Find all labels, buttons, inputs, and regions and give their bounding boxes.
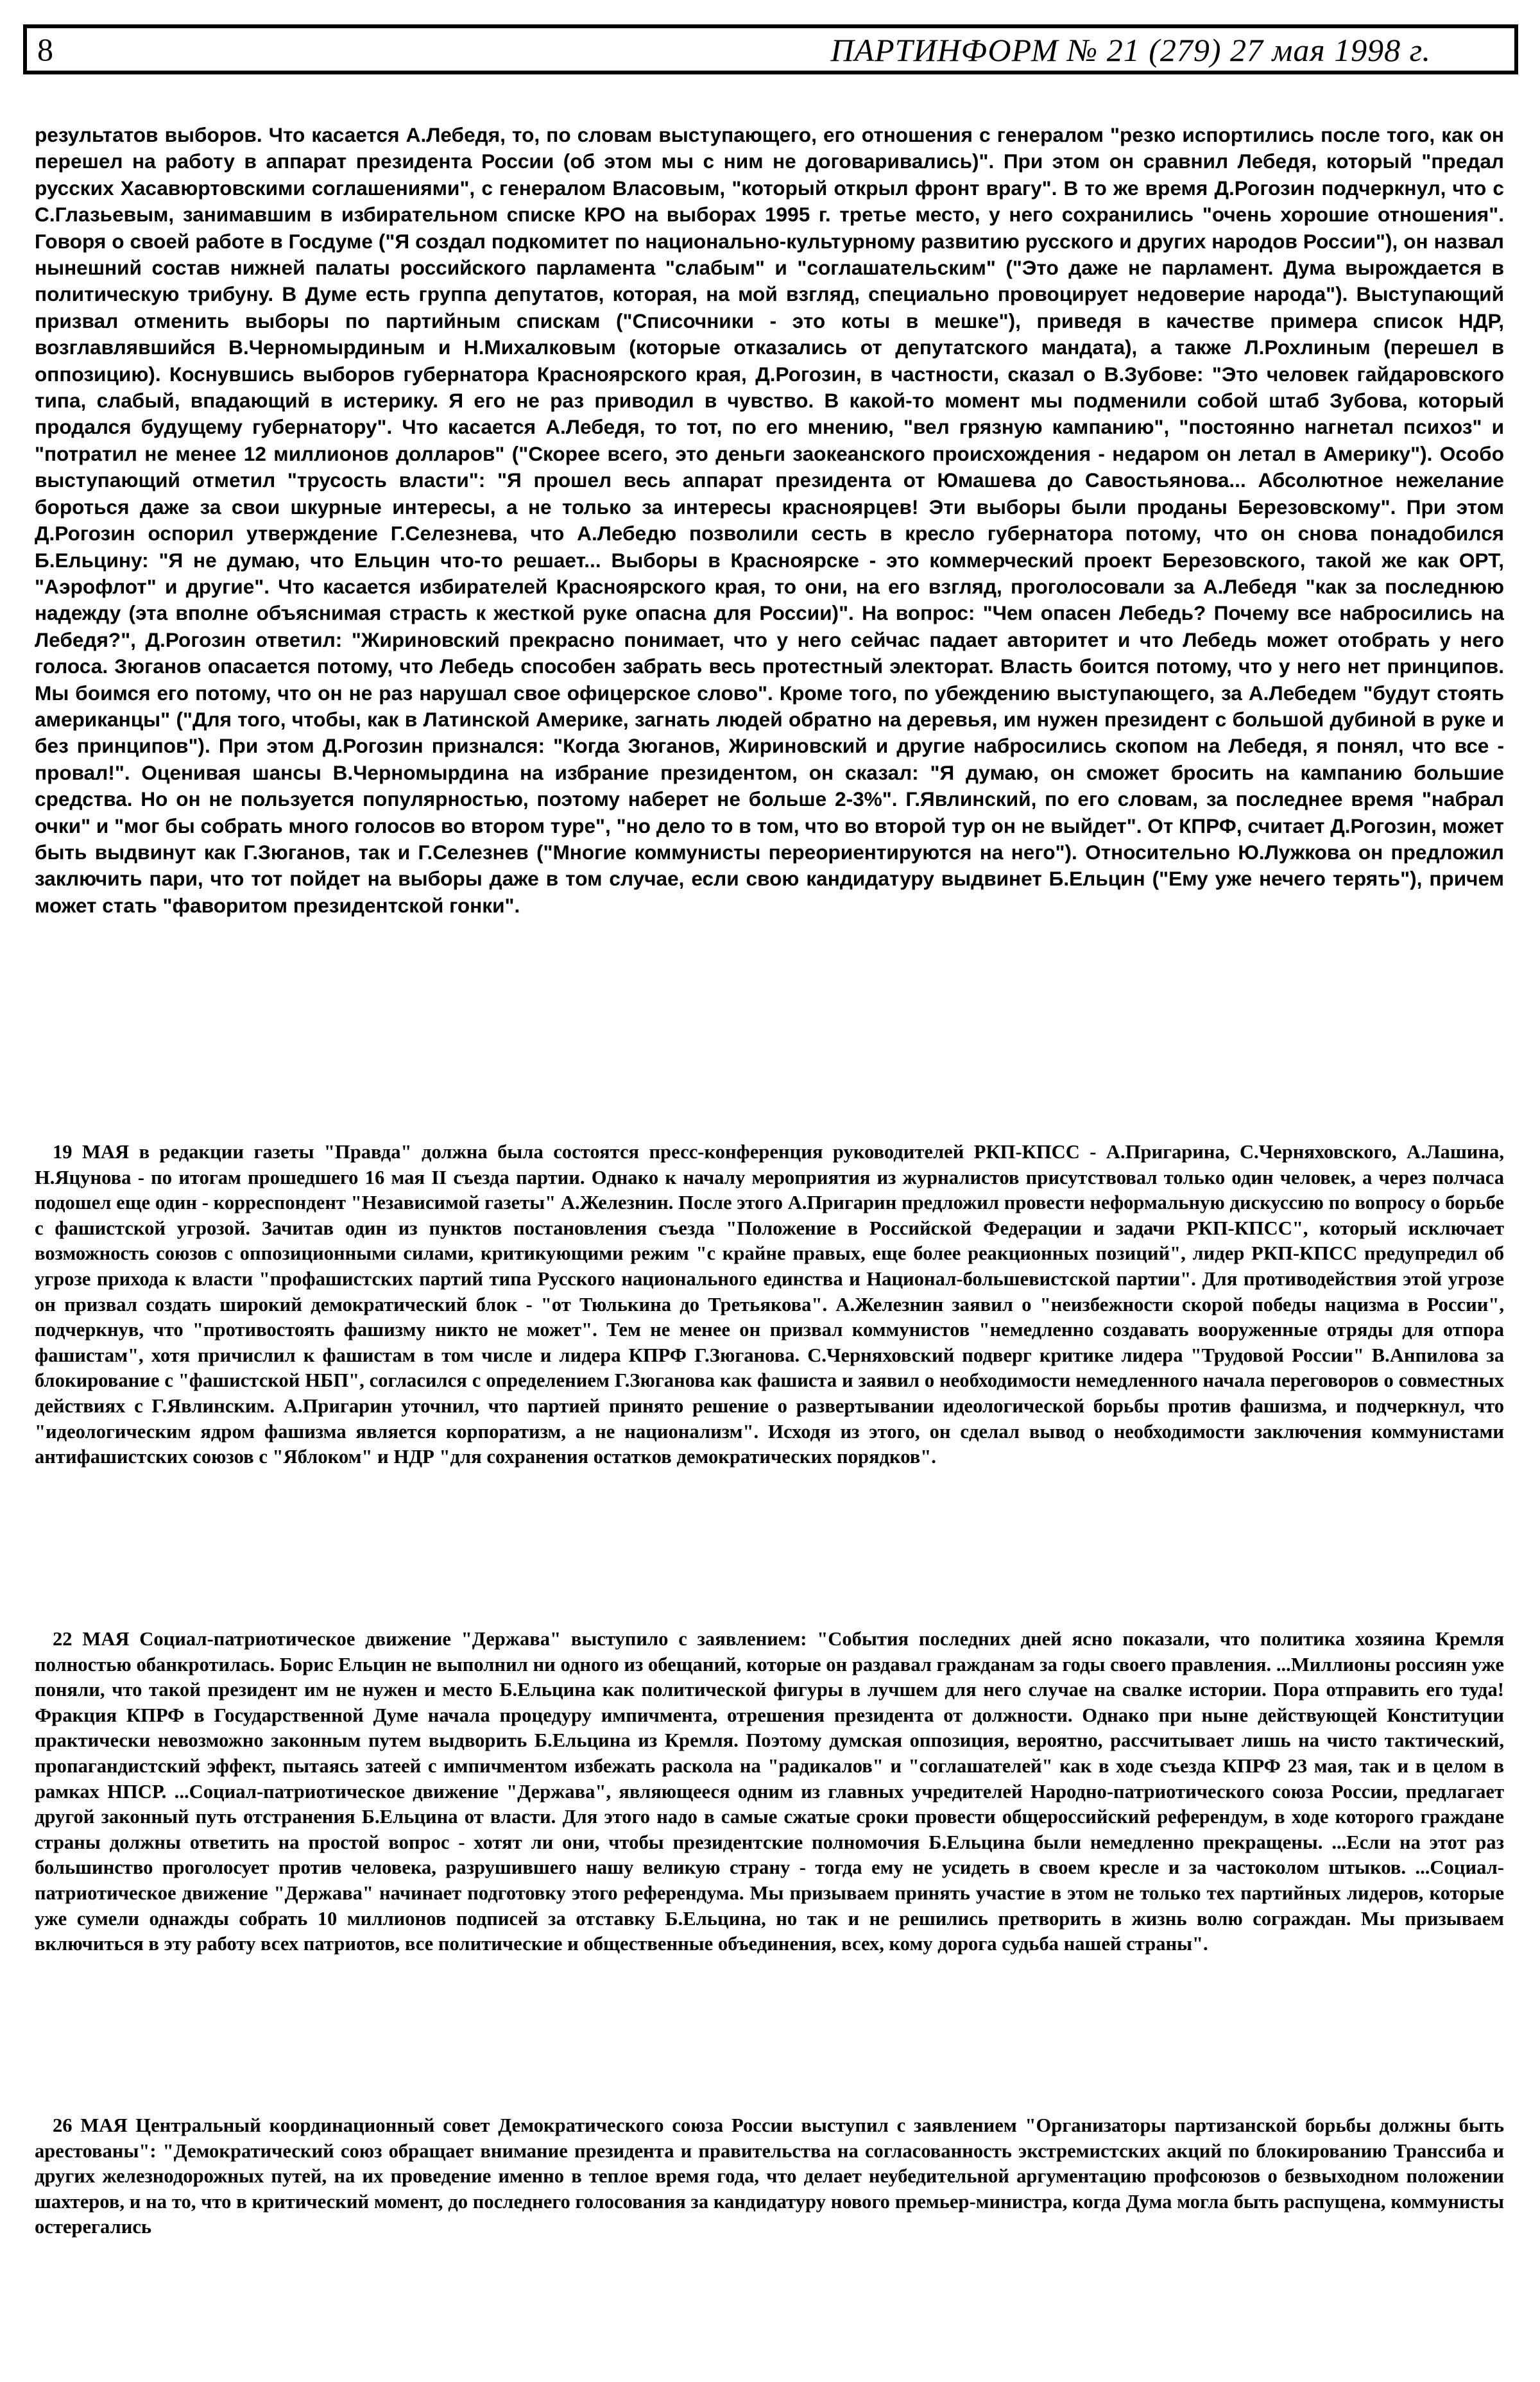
- news-item-may-26: 26 МАЯ Центральный координационный совет Демократического союза России выступил с заявлением "Организаторы партизанской борьбы должны быть арестованы": "Демократический союз обращает внимание президента и правительства на согласованность экстремистских акций по блокированию Транссиба и других железнодорожных путей, на их проведение именно в теплое время года, что делает неубедительной аргументацию профсоюзов о безвыходном положении шахтеров, и на то, что в критический момент, до последнего голосования за кандидатуру нового премьер-министра, когда Дума могла быть распущена, коммунисты остерегались: [35, 2114, 1504, 2238]
- page-header: [23, 24, 1518, 74]
- article-paragraph: результатов выборов. Что касается А.Лебедя, то, по словам выступающего, его отношения с генералом "резко испортились после того, как он перешел на работу в аппарат президента России (об этом мы с ним не договаривались)". При этом он сравнил Лебедя, который "предал русских Хасавюртовскими соглашениями", с генералом Власовым, "который открыл фронт врагу". В то же время Д.Рогозин подчеркнул, что с С.Глазьевым, занимавшим в избирательном списке КРО на выборах 1995 г. третье место, у него сохранились "очень хорошие отношения". Говоря о своей работе в Госдуме ("Я создал подкомитет по национально-культурному развитию русского и других народов России"), он назвал нынешний состав нижней палаты российского парламента "слабым" и "соглашательским" ("Это даже не парламент. Дума вырождается в политическую трибуну. В Думе есть группа депутатов, которая, на мой взгляд, специально провоцирует недоверие народа"). Выступающий призвал отменить выборы по партийным спискам ("Списочники - это коты в мешке"), приведя в качестве примера список НДР, возглавлявшийся В.Черномырдиным и Н.Михалковым (которые отказались от депутатского мандата), а также Л.Рохлиным (перешел в оппозицию). Коснувшись выборов губернатора Красноярского края, Д.Рогозин, в частности, сказал о В.Зубове: "Это человек гайдаровского типа, слабый, впадающий в истерику. Я его не раз приводил в чувство. В какой-то момент мы подменили собой штаб Зубова, который продался будущему губернатору". Что касается А.Лебедя, то тот, по его мнению, "вел грязную кампанию", "постоянно нагнетал психоз" и "потратил не менее 12 миллионов долларов" ("Скорее всего, это деньги заокеанского происхождения - недаром он летал в Америку"). Особо выступающий отметил "трусость власти": "Я прошел весь аппарат президента от Юмашева до Савостьянова... Абсолютное нежелание бороться даже за свои шкурные интересы, а не только за интересы красноярцев! Эти выборы были проданы Березовскому". При этом Д.Рогозин оспорил утверждение Г.Селезнева, что А.Лебедю позволили сесть в кресло губернатора потому, что он снова понадобился Б.Ельцину: "Я не думаю, что Ельцин что-то решает... Выборы в Красноярске - это коммерческий проект Березовского, такой же как ОРТ, "Аэрофлот" и другие". Что касается избирателей Красноярского края, то они, на его взгляд, проголосовали за А.Лебедя "как за последнюю надежду (эта вполне объяснимая страсть к жесткой руке опасна для России)". На вопрос: "Чем опасен Лебедь? Почему все набросились на Лебедя?", Д.Рогозин ответил: "Жириновский прекрасно понимает, что у него сейчас падает авторитет и что Лебедь может отобрать у него голоса. Зюганов опасается потому, что Лебедь способен забрать весь протестный электорат. Власть боится потому, что у него нет принципов. Мы боимся его потому, что он не раз нарушал свое офицерское слово". Кроме того, по убеждению выступающего, за А.Лебедем "будут стоять американцы" ("Для того, чтобы, как в Латинской Америке, загнать людей обратно на деревья, им нужен президент с большой дубиной в руке и без принципов"). При этом Д.Рогозин признался: "Когда Зюганов, Жириновский и другие набросились скопом на Лебедя, я понял, что все - провал!". Оценивая шансы В.Черномырдина на избрание президентом, он сказал: "Я думаю, он сможет бросить на кампанию большие средства. Но он не пользуется популярностью, поэтому наберет не больше 2-3%". Г.Явлинский, по его словам, за последнее время "набрал очки" и "мог бы собрать много голосов во втором туре", "но дело то в том, что во второй тур он не выйдет". От КПРФ, считает Д.Рогозин, может быть выдвинут как Г.Зюганов, так и Г.Селезнев ("Многие коммунисты переориентируются на него"). Относительно Ю.Лужкова он предложил заключить пари, что тот пойдет на выборы даже в том случае, если свою кандидатуру выдвинет Б.Ельцин ("Ему уже нечего терять"), причем может стать "фаворитом президентской гонки".: [35, 123, 1504, 917]
- issue-title: ПАРТИНФОРМ № 21 (279) 27 мая 1998 г.: [830, 32, 1431, 68]
- news-item-may-22: 22 МАЯ Социал-патриотическое движение "Держава" выступило с заявлением: "События последних дней ясно показали, что политика хозяина Кремля полностью обанкротилась. Борис Ельцин не выполнил ни одного из обещаний, которые он раздавал гражданам за годы своего правления. ...Миллионы россиян уже поняли, что такой президент им не нужен и место Б.Ельцина как политической фигуры в лучшем для него случае на свалке истории. Пора отправить его туда! Фракция КПРФ в Государственной Думе начала процедуру импичмента, отрешения президента от должности. Однако при ныне действующей Конституции практически невозможно законным путем выдворить Б.Ельцина из Кремля. Поэтому думская оппозиция, вероятно, рассчитывает лишь на чисто тактический, пропагандистский эффект, пытаясь затеей с импичментом избежать раскола на "радикалов" и "соглашателей" как в ходе съезда КПРФ 23 мая, так и в целом в рамках НПСР. ...Социал-патриотическое движение "Держава", являющееся одним из главных учредителей Народно-патриотического союза России, предлагает другой законный путь отстранения Б.Ельцина от власти. Для этого надо в самые сжатые сроки провести общероссийский референдум, в ходе которого граждане страны должны ответить на простой вопрос - хотят ли они, чтобы президентские полномочия Б.Ельцина были немедленно прекращены. ...Если на этот раз большинство проголосует против человека, разрушившего нашу великую страну - тогда ему не усидеть в своем кресле и за частоколом штыков. ...Социал-патриотическое движение "Держава" начинает подготовку этого референдума. Мы призываем принять участие в этом не только тех партийных лидеров, которые уже сумели однажды собрать 10 миллионов подписей за отставку Б.Ельцина, но так и не решились претворить в жизнь волю сограждан. Мы призываем включиться в эту работу всех патриотов, все политические и общественные объединения, всех, кому дорога судьба нашей страны".: [35, 1628, 1504, 1955]
- news-item-may-19: 19 МАЯ в редакции газеты "Правда" должна была состоятся пресс-конференция руководителей РКП-КПСС - А.Пригарина, С.Черняховского, А.Лашина, Н.Яцунова - по итогам прошедшего 16 мая II съезда партии. Однако к началу мероприятия из журналистов присутствовал только один человек, а через полчаса подошел еще один - корреспондент "Независимой газеты" А.Железнин. После этого А.Пригарин предложил провести неформальную дискуссию по вопросу о борьбе с фашистской угрозой. Зачитав один из пунктов постановления съезда "Положение в Российской Федерации и задачи РКП-КПСС", который исключает возможность союзов с оппозиционными силами, критикующими режим "с крайне правых, еще более реакционных позиций", лидер РКП-КПСС предупредил об угрозе прихода к власти "профашистских партий типа Русского национального единства и Национал-большевистской партии". Для противодействия этой угрозе он призвал создать широкий демократический блок - "от Тюлькина до Третьякова". А.Железнин заявил о "неизбежности скорой победы нацизма в России", подчеркнув, что "противостоять фашизму никто не может". Тем не менее он призвал коммунистов "немедленно создавать вооруженные отряды для отпора фашистам", хотя причислил к фашистам в том числе и лидера КПРФ Г.Зюганова. С.Черняховский подверг критике лидера "Трудовой России" В.Анпилова за блокирование с "фашистской НБП", согласился с определением Г.Зюганова как фашиста и заявил о необходимости немедленного начала переговоров о совместных действиях с Г.Явлинским. А.Пригарин уточнил, что партией принято решение о развертывании идеологической борьбы против фашизма, и подчеркнул, что "идеологическим ядром фашизма является корпоратизм, а не национализм". Исходя из этого, он сделал вывод о необходимости заключения коммунистами антифашистских союзов с "Яблоком" и НДР "для сохранения остатков демократических порядков".: [35, 1141, 1504, 1468]
- page-number: 8: [37, 31, 53, 67]
